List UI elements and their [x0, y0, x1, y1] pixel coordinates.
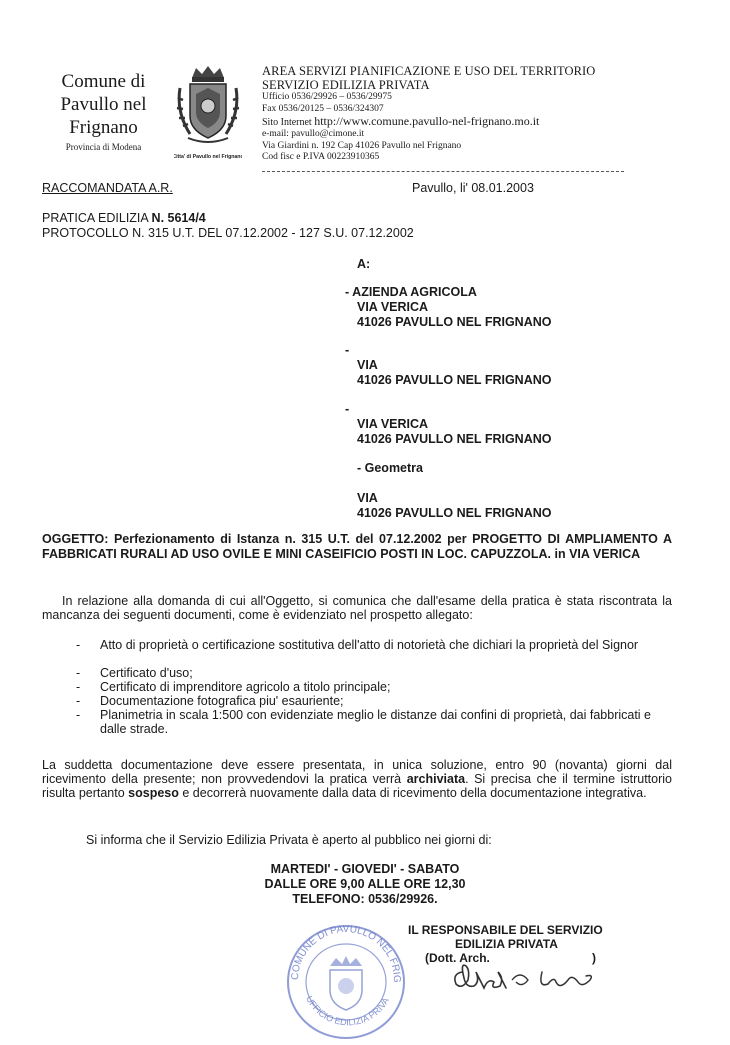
- office-phone-number: TELEFONO: 0536/29926.: [292, 892, 438, 906]
- recipient-line: VIA VERICA: [357, 417, 429, 431]
- handwritten-signature: [450, 958, 600, 996]
- notice-suspended-word: sospeso: [128, 786, 179, 800]
- office-email[interactable]: e-mail: pavullo@cimone.it: [262, 129, 365, 139]
- pratica-label: PRATICA EDILIZIA: [42, 211, 149, 225]
- municipal-crest-icon: [174, 64, 242, 162]
- notice-archived-word: archiviata: [406, 772, 466, 786]
- pratica-number: N. 5614/4: [151, 211, 206, 225]
- list-item-text: Atto di proprietà o certificazione sostitutiva dell'atto di notorietà che dichiari la proprietà del Signor: [100, 638, 639, 652]
- recipient-line: 41026 PAVULLO NEL FRIGNANO: [357, 373, 552, 387]
- municipality-name-line: Pavullo nel: [60, 94, 147, 115]
- recipient-line: [345, 476, 645, 491]
- pratica-line: [42, 211, 206, 225]
- recipient-line: 41026 PAVULLO NEL FRIGNANO: [357, 315, 552, 329]
- website-url[interactable]: http://www.comune.pavullo-nel-frignano.mo.it: [314, 114, 540, 128]
- official-stamp: [280, 918, 412, 1040]
- crest-caption: Citta' di Pavullo nel Frignano: [174, 154, 242, 160]
- recipient-block: [345, 461, 645, 521]
- office-fax: Fax 0536/20125 – 0536/324307: [262, 103, 384, 114]
- office-tax-code: Cod fisc e P.IVA 00223910365: [262, 152, 380, 162]
- municipality-name-line: Comune di: [61, 71, 146, 92]
- signer-name-close: ): [592, 951, 596, 965]
- notice-paragraph: [42, 758, 672, 800]
- municipality-name: [46, 70, 161, 139]
- protocollo-line: PROTOCOLLO N. 315 U.T. DEL 07.12.2002 - 127 S.U. 07.12.2002: [42, 226, 414, 240]
- recipient-line: -: [345, 343, 350, 357]
- recipient-block: [345, 402, 645, 447]
- office-time: DALLE ORE 9,00 ALLE ORE 12,30: [264, 877, 466, 891]
- province-label: Provincia di Modena: [65, 142, 142, 152]
- registered-mail-label: RACCOMANDATA A.R.: [42, 181, 173, 195]
- office-days: MARTEDI' - GIOVEDI' - SABATO: [270, 862, 460, 876]
- recipient-block: [345, 285, 645, 330]
- notice-text: La suddetta documentazione deve essere presentata, in unica soluzione, entro 90 (novanta) giorni dal ricevimento della presente; non provvedendovi la pratica verrà: [42, 758, 672, 786]
- list-item-text: Documentazione fotografica piu' esauriente;: [100, 694, 344, 708]
- signer-name: (Dott. Arch.: [425, 951, 490, 965]
- list-item: - Certificato di imprenditore agricolo a titolo principale;: [76, 680, 391, 694]
- header-divider: [262, 171, 624, 172]
- signer-title: EDILIZIA PRIVATA: [455, 937, 558, 951]
- missing-documents-list: [42, 638, 682, 736]
- website-label: Sito Internet: [262, 117, 312, 128]
- recipient-list: [345, 285, 645, 534]
- recipient-line: VIA: [357, 358, 378, 372]
- recipient-block: [345, 343, 645, 388]
- subject: OGGETTO: Perfezionamento di Istanza n. 315 U.T. del 07.12.2002 per PROGETTO DI AMPLIAMENTO A FABBRICATI RURALI AD USO OVILE E MINI CASEIFICIO POSTI IN LOC. CAPUZZOLA. in VIA VERICA: [42, 532, 672, 561]
- recipient-line: -: [345, 402, 350, 416]
- recipient-line: VIA: [357, 491, 378, 505]
- recipient-line: - Geometra: [357, 461, 423, 475]
- stamp-bottom-text: UFFICIO EDILIZIA PRIVA: [304, 994, 391, 1028]
- crest-graphic: [174, 64, 242, 162]
- list-item: - Atto di proprietà o certificazione sostitutiva dell'atto di notorietà che dichiari la proprietà del Signor: [76, 638, 639, 652]
- office-hours: [200, 862, 530, 907]
- municipality-name-line: Frignano: [69, 117, 138, 138]
- office-address: Via Giardini n. 192 Cap 41026 Pavullo nel Frignano: [262, 140, 462, 151]
- notice-text: . Si precisa che il termine istruttorio risulta pertanto: [42, 772, 672, 800]
- intro-paragraph: In relazione alla domanda di cui all'Oggetto, si comunica che dall'esame della pratica è stata riscontrata la mancanza dei seguenti documenti, come è evidenziato nel prospetto allegato:: [42, 594, 672, 622]
- office-area: AREA SERVIZI PIANIFICAZIONE E USO DEL TERRITORIO: [262, 64, 596, 78]
- stamp-top-text: COMUNE DI PAVULLO NEL FRIG: [289, 923, 403, 983]
- stamp-icon: [280, 918, 412, 1040]
- recipient-line: VIA VERICA: [357, 300, 429, 314]
- recipient-line: 41026 PAVULLO NEL FRIGNANO: [357, 506, 552, 520]
- office-service: SERVIZIO EDILIZIA PRIVATA: [262, 78, 430, 92]
- office-hours-intro: Si informa che il Servizio Edilizia Privata è aperto al pubblico nei giorni di:: [86, 833, 492, 847]
- recipient-line: 41026 PAVULLO NEL FRIGNANO: [357, 432, 552, 446]
- notice-text: e decorrerà nuovamente dalla data di ricevimento della documentazione integrativa.: [182, 786, 647, 800]
- list-item: - Documentazione fotografica piu' esauriente;: [76, 694, 344, 708]
- list-item-text: Certificato di imprenditore agricolo a titolo principale;: [100, 680, 391, 694]
- recipient-line: - AZIENDA AGRICOLA: [345, 285, 477, 299]
- signature-icon: [450, 958, 600, 996]
- to-label: A:: [357, 257, 371, 271]
- office-header: [262, 64, 642, 164]
- signer-title: IL RESPONSABILE DEL SERVIZIO: [408, 923, 603, 937]
- list-item: - Planimetria in scala 1:500 con evidenziate meglio le distanze dai confini di proprietà, dai fabbricati e dalle strade.: [76, 708, 652, 736]
- office-website: [262, 115, 642, 129]
- place-date: Pavullo, li' 08.01.2003: [412, 181, 534, 195]
- list-item: - Certificato d'uso;: [76, 666, 193, 680]
- list-item-text: Planimetria in scala 1:500 con evidenziate meglio le distanze dai confini di proprietà, dai fabbricati e dalle strade.: [100, 708, 652, 736]
- list-item-text: Certificato d'uso;: [100, 666, 193, 680]
- office-phone: Ufficio 0536/29926 – 0536/29975: [262, 92, 392, 102]
